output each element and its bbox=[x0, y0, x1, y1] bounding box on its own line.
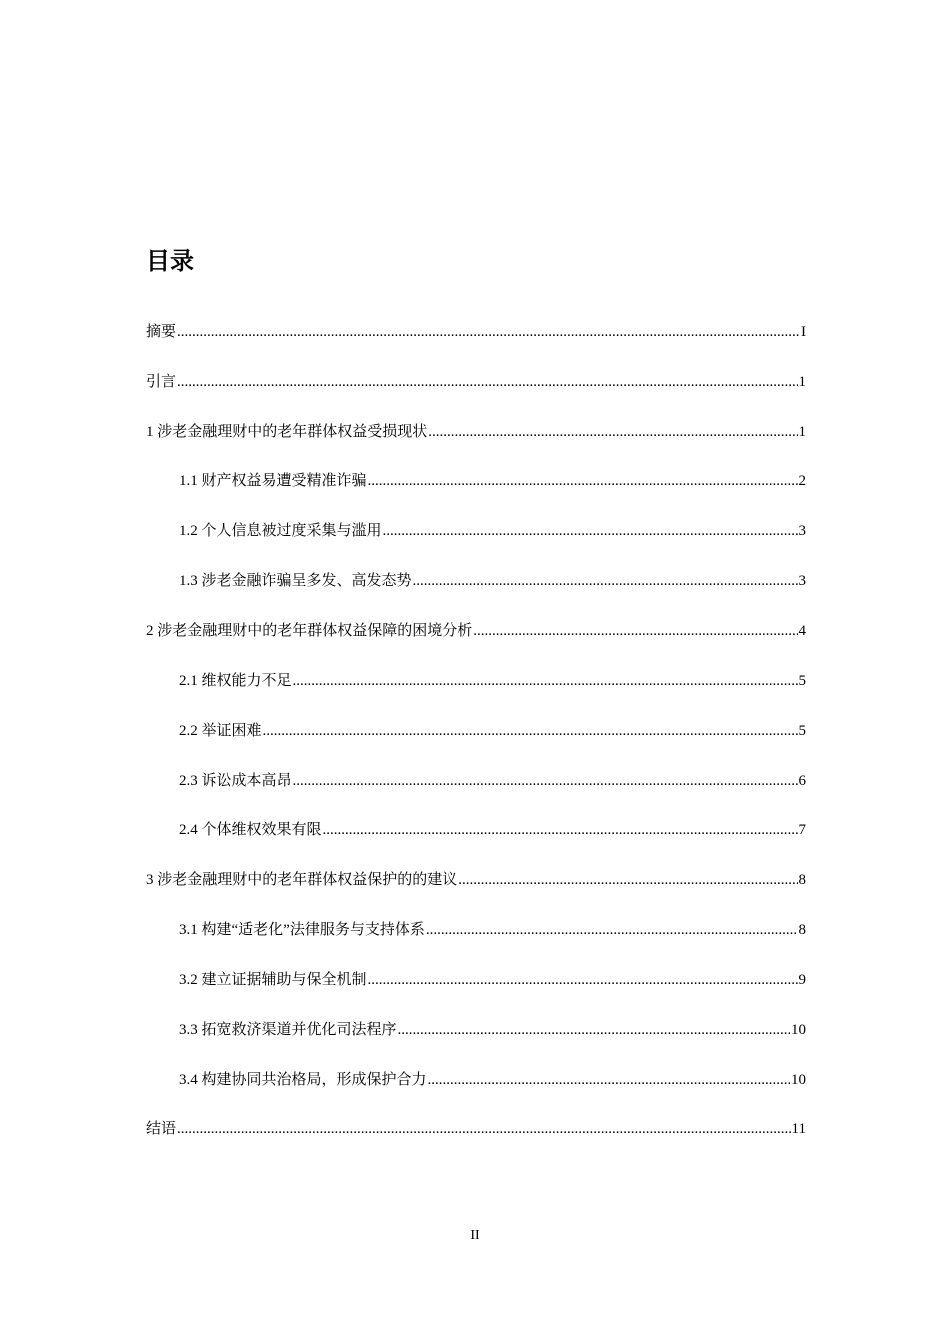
toc-leader-dots bbox=[293, 771, 798, 791]
toc-subentry[interactable] bbox=[146, 556, 806, 606]
toc-entry-text: 3.2 建立证据辅助与保全机制 bbox=[179, 971, 367, 988]
toc-leader-dots bbox=[428, 1070, 790, 1090]
toc-entry[interactable] bbox=[146, 606, 806, 656]
toc-leader-dots bbox=[383, 521, 798, 541]
toc-subentry[interactable] bbox=[146, 905, 806, 955]
toc-entry-page: 8 bbox=[798, 922, 806, 939]
toc-subentry[interactable] bbox=[146, 805, 806, 855]
toc-entry-text: 引言 bbox=[146, 373, 177, 390]
toc-entry-page: 10 bbox=[791, 1021, 806, 1038]
toc-entry-text: 2.1 维权能力不足 bbox=[179, 672, 292, 689]
toc-leader-dots bbox=[473, 621, 797, 641]
toc-entry-page: 1 bbox=[798, 373, 806, 390]
toc-leader-dots bbox=[177, 1119, 791, 1139]
toc-entry[interactable] bbox=[146, 1105, 806, 1155]
toc-leader-dots bbox=[323, 820, 798, 840]
toc-entry-text: 1 涉老金融理财中的老年群体权益受损现状 bbox=[146, 423, 428, 440]
toc-leader-dots bbox=[398, 1020, 790, 1040]
toc-subentry[interactable] bbox=[146, 506, 806, 556]
toc-entry-text: 3.4 构建协同共治格局，形成保护合力 bbox=[179, 1071, 427, 1088]
toc-subentry[interactable] bbox=[146, 706, 806, 756]
toc-entry-text: 2.3 诉讼成本高昂 bbox=[179, 772, 292, 789]
toc-entry-page: 10 bbox=[791, 1071, 806, 1088]
toc-entry-page: 2 bbox=[798, 473, 806, 490]
toc-entry-page: 6 bbox=[798, 772, 806, 789]
toc-entry-text: 1.3 涉老金融诈骗呈多发、高发态势 bbox=[179, 573, 412, 590]
toc-entry-page: 5 bbox=[798, 722, 806, 739]
toc-leader-dots bbox=[293, 671, 798, 691]
toc-leader-dots bbox=[177, 322, 800, 342]
toc-entry-text: 2 涉老金融理财中的老年群体权益保障的困境分析 bbox=[146, 622, 473, 639]
toc-entry-page: 8 bbox=[798, 872, 806, 889]
toc-leader-dots bbox=[368, 970, 798, 990]
toc-entry-text: 2.4 个体维权效果有限 bbox=[179, 822, 322, 839]
toc-entry-page: 9 bbox=[798, 971, 806, 988]
toc-leader-dots bbox=[263, 721, 798, 741]
toc-entry[interactable] bbox=[146, 855, 806, 905]
toc-entry-page: 4 bbox=[798, 622, 806, 639]
toc-list bbox=[146, 307, 806, 1154]
toc-subentry[interactable] bbox=[146, 656, 806, 706]
toc-subentry[interactable] bbox=[146, 457, 806, 507]
toc-leader-dots bbox=[368, 471, 798, 491]
toc-entry[interactable] bbox=[146, 307, 806, 357]
toc-entry-page: 7 bbox=[798, 822, 806, 839]
toc-subentry[interactable] bbox=[146, 1005, 806, 1055]
toc-entry-text: 3.1 构建“适老化”法律服务与支持体系 bbox=[179, 922, 425, 939]
toc-entry-text: 1.2 个人信息被过度采集与滥用 bbox=[179, 523, 382, 540]
toc-leader-dots bbox=[177, 372, 797, 392]
toc-leader-dots bbox=[413, 571, 798, 591]
toc-entry-text: 2.2 举证困难 bbox=[179, 722, 262, 739]
toc-entry-page: 11 bbox=[791, 1121, 806, 1138]
toc-entry-page: 5 bbox=[798, 672, 806, 689]
toc-entry-text: 结语 bbox=[146, 1121, 177, 1138]
toc-entry-page: 1 bbox=[798, 423, 806, 440]
toc-leader-dots bbox=[428, 422, 797, 442]
toc-entry-page: 3 bbox=[798, 523, 806, 540]
toc-subentry[interactable] bbox=[146, 955, 806, 1005]
toc-entry-page: 3 bbox=[798, 573, 806, 590]
toc-title: 目录 bbox=[146, 247, 194, 275]
toc-entry-page: I bbox=[801, 323, 806, 340]
toc-subentry[interactable] bbox=[146, 1055, 806, 1105]
toc-entry[interactable] bbox=[146, 357, 806, 407]
page-footer-number: II bbox=[470, 1228, 480, 1243]
toc-entry-text: 3 涉老金融理财中的老年群体权益保护的的建议 bbox=[146, 872, 458, 889]
toc-subentry[interactable] bbox=[146, 756, 806, 806]
toc-leader-dots bbox=[458, 870, 797, 890]
toc-entry-text: 3.3 拓宽救济渠道并优化司法程序 bbox=[179, 1021, 397, 1038]
toc-entry-text: 摘要 bbox=[146, 323, 177, 340]
toc-entry[interactable] bbox=[146, 407, 806, 457]
toc-entry-text: 1.1 财产权益易遭受精准诈骗 bbox=[179, 473, 367, 490]
toc-leader-dots bbox=[426, 920, 798, 940]
